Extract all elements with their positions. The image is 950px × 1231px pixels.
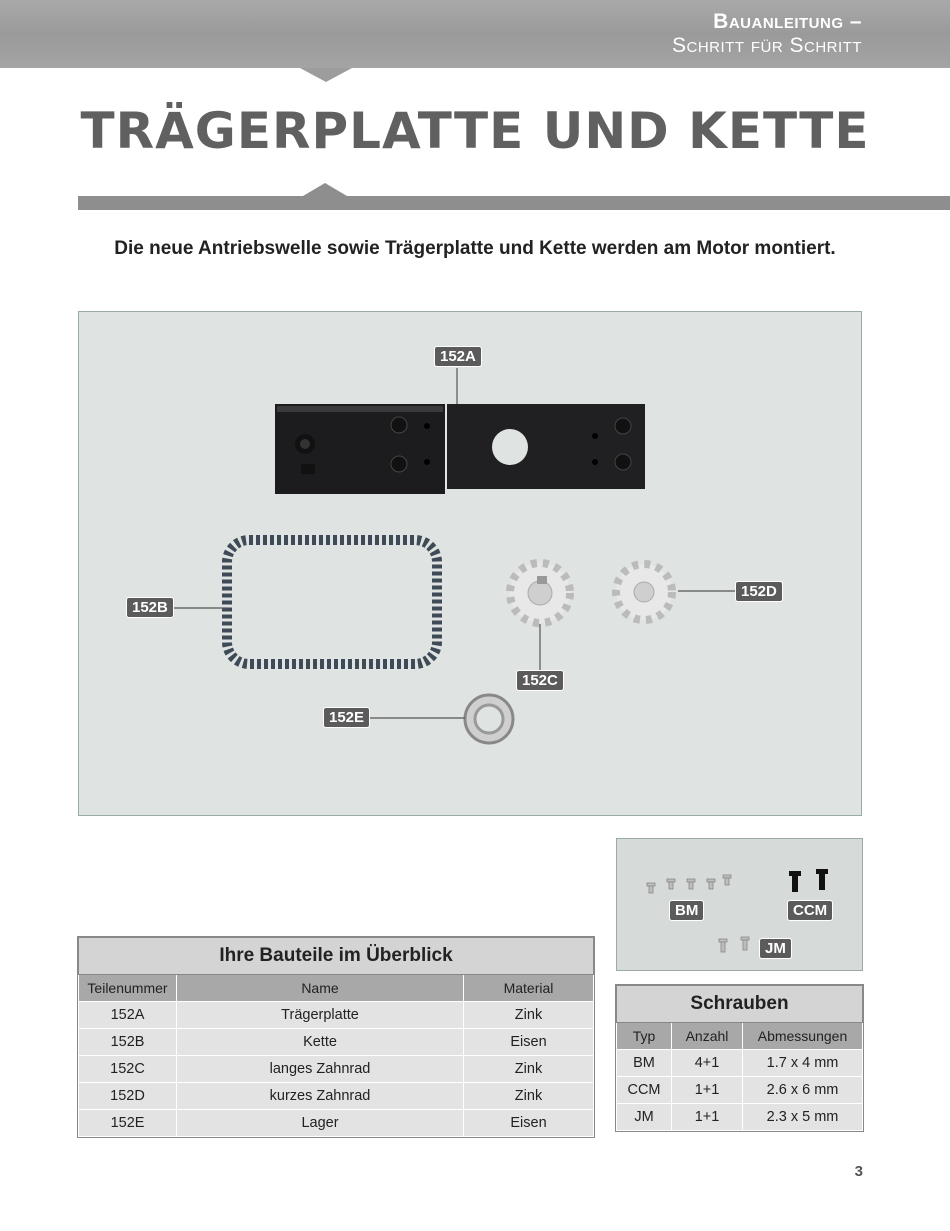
label-ccm: CCM <box>787 900 833 921</box>
cell: 1+1 <box>672 1077 743 1104</box>
cell: 152A <box>79 1002 177 1029</box>
cell: 1.7 x 4 mm <box>743 1050 863 1077</box>
label-152c: 152C <box>516 670 564 691</box>
cell: 152D <box>79 1083 177 1110</box>
table-row <box>617 1050 863 1077</box>
parts-table <box>78 937 594 1137</box>
cell: 2.6 x 6 mm <box>743 1077 863 1104</box>
label-bm: BM <box>669 900 704 921</box>
table-row <box>79 1029 594 1056</box>
cell: Zink <box>464 1002 594 1029</box>
label-jm: JM <box>759 938 792 959</box>
cell: Zink <box>464 1083 594 1110</box>
bearing-image <box>465 695 513 743</box>
table-row <box>79 1056 594 1083</box>
screws-photo <box>616 838 863 971</box>
table-row <box>79 1083 594 1110</box>
label-152b: 152B <box>126 597 174 618</box>
label-152a: 152A <box>434 346 482 367</box>
cell: 152E <box>79 1110 177 1137</box>
page-title: TRÄGERPLATTE UND KETTE <box>80 102 870 160</box>
header-notch <box>300 68 352 82</box>
cell: langes Zahnrad <box>177 1056 464 1083</box>
cell: 152B <box>79 1029 177 1056</box>
cell: Eisen <box>464 1110 594 1137</box>
table-row <box>617 1104 863 1131</box>
carrier-plate-image <box>275 404 645 494</box>
table-row <box>79 1002 594 1029</box>
title-rule <box>78 196 950 210</box>
title-rule-notch <box>303 183 347 196</box>
cell: 4+1 <box>672 1050 743 1077</box>
cell: kurzes Zahnrad <box>177 1083 464 1110</box>
col-material: Material <box>464 975 594 1002</box>
table-row <box>617 1077 863 1104</box>
cell: Zink <box>464 1056 594 1083</box>
long-sprocket-image <box>510 563 570 623</box>
col-part-number: Teilenummer <box>79 975 177 1002</box>
col-type: Typ <box>617 1023 672 1050</box>
screws-table-caption: Schrauben <box>617 986 863 1023</box>
chain-image <box>227 540 437 664</box>
page-number: 3 <box>854 1163 863 1180</box>
short-sprocket-image <box>616 564 672 620</box>
cell: Lager <box>177 1110 464 1137</box>
col-name: Name <box>177 975 464 1002</box>
cell: CCM <box>617 1077 672 1104</box>
parts-photo <box>78 311 862 816</box>
table-row <box>79 1110 594 1137</box>
col-count: Anzahl <box>672 1023 743 1050</box>
parts-table-caption: Ihre Bauteile im Überblick <box>79 938 594 975</box>
cell: JM <box>617 1104 672 1131</box>
col-dimensions: Abmessungen <box>743 1023 863 1050</box>
cell: 2.3 x 5 mm <box>743 1104 863 1131</box>
label-152e: 152E <box>323 707 370 728</box>
cell: BM <box>617 1050 672 1077</box>
cell: Kette <box>177 1029 464 1056</box>
cell: Eisen <box>464 1029 594 1056</box>
screws-table <box>616 985 863 1131</box>
cell: 1+1 <box>672 1104 743 1131</box>
label-152d: 152D <box>735 581 783 602</box>
series-title <box>672 10 862 58</box>
intro-text: Die neue Antriebswelle sowie Trägerplatte und Kette werden am Motor montiert. <box>114 238 836 259</box>
cell: 152C <box>79 1056 177 1083</box>
series-line-1: Bauanleitung – <box>713 10 862 33</box>
cell: Trägerplatte <box>177 1002 464 1029</box>
parts-illustration <box>79 312 863 817</box>
series-line-2: Schritt für Schritt <box>672 34 862 57</box>
